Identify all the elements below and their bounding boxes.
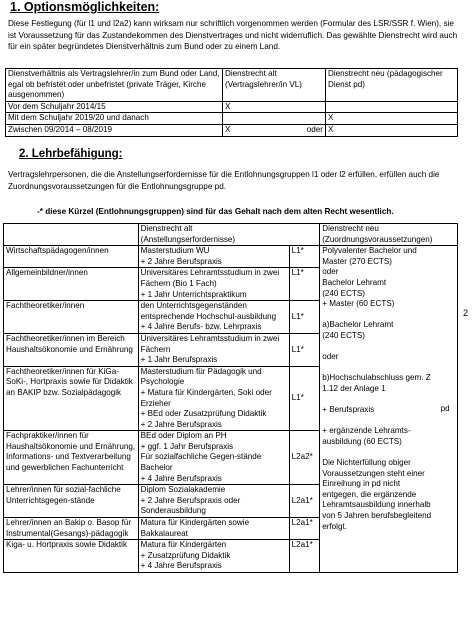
row-code: L1* xyxy=(289,333,320,366)
row-req: BEd oder Diplom an PH + ggf. 1 Jahr Berufspraxis Für sozialfachliche Gegen-stände Bachelor + 4 Jahre Berufspraxis xyxy=(138,431,289,485)
row-label: Fachtheoretiker/innen xyxy=(4,301,139,334)
table-row xyxy=(6,101,458,113)
qualification-table xyxy=(3,223,458,573)
options-table xyxy=(5,68,458,137)
cell-alt xyxy=(223,124,326,136)
row-code: L1* xyxy=(289,301,320,334)
cell-alt xyxy=(223,113,326,125)
row-label: Fachtheoretiker/innen für KiGa-SoKi-, Hortpraxis sowie für Didaktik an BAKIP bzw. Sozialpädagogik xyxy=(4,366,139,431)
section2-paragraph: Vertragslehrpersonen, die die Anstellungserfordernisse für die Entlohnungsgruppen l1 oder l2 erfüllen, erfüllen auch die Zuordnungsvoraussetzungen für die Entlohnungsgruppe pd. xyxy=(8,170,440,191)
cell-neu: X xyxy=(326,113,458,125)
table-row xyxy=(4,246,458,268)
row-req: Matura für Kindergärten sowie Bakkalaureat xyxy=(138,518,289,540)
row-req: Universitäres Lehramtsstudium in zwei Fächern (Bio 1 Fach) + 1 Jahr Unterrichtspraktikum xyxy=(138,268,289,301)
cell-alt-extra: oder xyxy=(306,124,323,134)
row-code: L1* xyxy=(289,268,320,301)
row-label: Vor dem Schuljahr 2014/15 xyxy=(6,101,223,113)
table-row xyxy=(6,69,458,102)
row-req: den Unterrichtsgegenständen entsprechende Hochschul-ausbildung + 4 Jahre Berufs- bzw. Lehrpraxis xyxy=(138,301,289,334)
row-label: Wirtschaftspädagogen/innen xyxy=(4,246,139,268)
table-row xyxy=(4,224,458,246)
section2-note: -* diese Kürzel (Entlohnungsgruppen) sind für das Gehalt nach dem alten Recht wesentlich. xyxy=(37,207,394,216)
row-label: Mit dem Schuljahr 2019/20 und danach xyxy=(6,113,223,125)
cell-neu xyxy=(326,101,458,113)
section1-paragraph: Diese Festlegung (für l1 und l2a2) kann wirksam nur schriftlich vorgenommen werden (Formular des LSR/SSR f. Wien), sie ist Voraussetzung für das Zustandekommen des Dienstvertrages und nicht widerruflich. Das gewählte Dienstrecht wird auch für ein später begründetes Dienstverhältnis zum Bund oder zu einem Land. xyxy=(8,19,458,51)
row-req: Diplom Sozialakademie + 2 Jahre Berufspraxis oder Sonderausbildung xyxy=(138,485,289,518)
row-label: Zwischen 09/2014 – 08/2019 xyxy=(6,124,223,136)
row-label: Kiga- u. Hortpraxis sowie Didaktik xyxy=(4,540,139,573)
row-code: L1* xyxy=(289,366,320,431)
row-code: L2a1* xyxy=(289,485,320,518)
row-code: L1* xyxy=(289,246,320,268)
row-label: Lehrer/innen für sozial-fachliche Unterrichtsgegen-stände xyxy=(4,485,139,518)
section1-title: 1. Optionsmöglichkeiten: xyxy=(10,0,160,14)
row-req: Masterstudium WU + 2 Jahre Berufspraxis xyxy=(138,246,289,268)
cell-alt: X xyxy=(223,101,326,113)
header-cell: Dienstverhältnis als Vertragslehrer/in zum Bund oder Land, egal ob befristet oder unbefristet (private Träger, Kirche ausgenommen) xyxy=(6,69,223,102)
table-row xyxy=(6,124,458,136)
neu-text: Polyvalenter Bachelor und Master (270 ECTS) oder Bachelor Lehramt (240 ECTS) + Master (60 ECTS) a)Bachelor Lehramt (240 ECTS) oder b)Hochschulabschluss gem. Z 1.12 der Anlage 1 + Berufspraxis + ergänzende Lehramts-ausbildung (60 ECTS) Die Nichterfüllung obiger Voraussetzungen steht einer Einreihung in pd nicht entgegen, die ergänzende Lehramtsausbildung innerhalb von 5 Jahren berufsbegleitend erfolgt. xyxy=(320,246,439,573)
header-cell: Dienstrecht alt (Vertragslehrer/in VL) xyxy=(223,69,326,102)
page-number: 2 xyxy=(463,308,469,318)
row-code: L2a1* xyxy=(289,518,320,540)
header-cell: Dienstrecht neu (pädagogischer Dienst pd) xyxy=(326,69,458,102)
row-req: Masterstudium für Pädagogik und Psychologie + Matura für Kindergärten, Soki oder Erzieher + BEd oder Zusatzprüfung Didaktik + 2 Jahre Berufspraxis xyxy=(138,366,289,431)
neu-code: pd xyxy=(439,246,458,573)
header-neu: Dienstrecht neu (Zuordnungsvoraussetzungen) xyxy=(320,224,458,246)
section2-title: 2. Lehrbefähigung: xyxy=(19,148,123,160)
row-label: Fachpraktiker/innen für Haushaltsökonomie und Ernährung, Informations- und Textverarbeitung und gewerblichen Fachunterricht xyxy=(4,431,139,485)
row-code: L2a2* xyxy=(289,431,320,485)
cell-neu: X xyxy=(326,124,458,136)
table-row xyxy=(6,113,458,125)
cell-alt-mark: X xyxy=(225,124,231,134)
row-code: L2a1* xyxy=(289,540,320,573)
header-empty xyxy=(4,224,139,246)
row-req: Matura für Kindergärten + Zusatzprüfung Didaktik + 4 Jahre Berufspraxis xyxy=(138,540,289,573)
row-label: Fachtheoretiker/innen im Bereich Haushaltsökonomie und Ernährung xyxy=(4,333,139,366)
row-label: Lehrer/innen an Bakip o. Basop für Instrumental(Gesangs)-pädagogik xyxy=(4,518,139,540)
header-alt: Dienstrecht alt (Anstellungserfordernisse) xyxy=(138,224,320,246)
row-req: Universitäres Lehramtsstudium in zwei Fächern + 1 Jahr Berufspraxis xyxy=(138,333,289,366)
row-label: Allgemeinbildner/innen xyxy=(4,268,139,301)
